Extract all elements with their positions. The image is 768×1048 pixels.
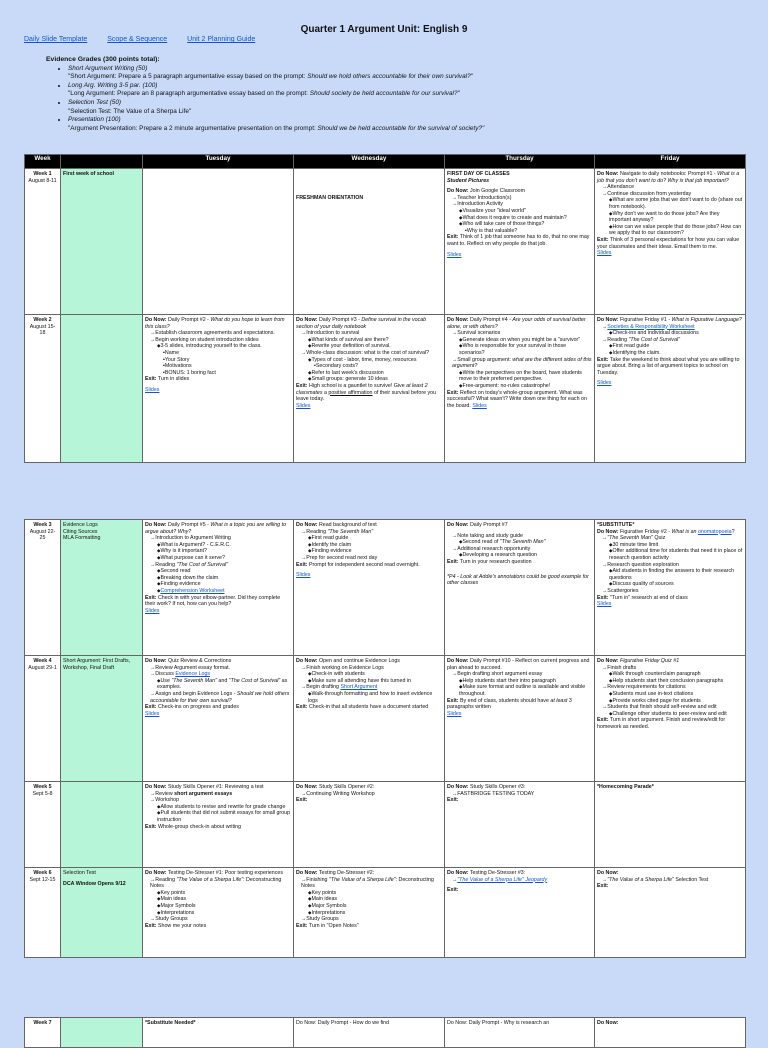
thursday-cell: Do Now: Daily Prompt #10 - Reflect on current progress and plan ahead to succeed. → Begin drafting short argument essay ◆ Help students start their intro paragraph ◆ Make sure format and outline is available and visible throughout. Exit: By end of class, students should have at least 3 paragraphs written Slides <box>445 656 595 782</box>
thursday-cell: FIRST DAY OF CLASSES Student Pictures Do Now: Join Google Classroom → Teacher Introduction(s) → Introduction Activity ◆ Visualize your "ideal world" ◆ What does it require to create and maintain? ◆ Who will take care of those things? ▪ Why is that valuable? Exit: Think of 1 job that someone has to do, that no one may want to. Reflect on why people do that job. Slides <box>445 169 595 315</box>
friday-cell: Do Now: Navigate to daily notebooks: Prompt #1 - What is a job that you don't want to do? Why is that job important? → Attendance → Continue discussion from yesterday ◆ What are some jobs that we don't want to do (share out from notebook). ◆ Why don't we want to do those jobs? Are they important anyway? ◆ How can we value people that do those jobs? How can we apply that to our classroom? Exit: Think of 3 personal expectations for how you can value your classmates and their ideas. Email them to me. Slides <box>595 169 746 315</box>
friday-cell: Do Now: Figurative Friday #1 - What is Figurative Language? → Societies & Responsibility Worksheet ◆ Check-ins and individual discussions → Reading "The Cost of Survival" ◆ First read guide ◆ Identifying the claim. Exit: Take the weekend to think about what you are willing to argue about. Bring a list of argument topics to school on Tuesday. Slides <box>595 315 746 463</box>
topic-cell <box>61 782 143 868</box>
slides-link[interactable]: Slides <box>296 402 311 409</box>
table-row <box>25 315 746 463</box>
wednesday-cell: Do Now: Study Skills Opener #2: → Continuing Writing Workshop Exit: <box>294 782 445 868</box>
header-tuesday: Tuesday <box>143 155 294 169</box>
header-row <box>25 155 746 169</box>
slides-link[interactable]: Slides <box>145 607 160 614</box>
slides-link[interactable]: Slides <box>597 380 612 387</box>
evidence-heading: Evidence Grades (300 points total): <box>46 56 160 63</box>
week-cell: Week 2 August 15-18 <box>25 315 61 463</box>
week-cell: Week 3 August 22-25 <box>25 520 61 656</box>
evidence-grades <box>46 56 746 133</box>
evidence-detail: "Selection Test: The Value of a Sherpa Life" <box>68 107 192 115</box>
schedule-table-1 <box>24 154 746 463</box>
slides-link[interactable]: Slides <box>597 601 612 608</box>
tuesday-cell: Do Now: Testing De-Stresser #1: Poor testing experiences → Reading "The Value of a Sherpa Life": Deconstructing Notes ◆ Key points ◆ Main ideas ◆ Major Symbols ◆ Interpretations → Study Groups Exit: Show me your notes <box>143 868 294 958</box>
sherpa-jeopardy-link[interactable]: "The Value of a Sherpa Life" Jeopardy <box>457 876 548 883</box>
thursday-cell: Do Now: Daily Prompt #7 → Note taking and study guide ◆ Second read of "The Seventh Man" → Additional research opportunity ◆ Developing a research question Exit: Turn in your research question *P4 - Look at Addie's annotations could be good example for other classes <box>445 520 595 656</box>
week-cell: Week 4 August 29-1 <box>25 656 61 782</box>
evidence-item: • Presentation (100) <box>68 116 746 125</box>
header-friday: Friday <box>595 155 746 169</box>
header-week: Week <box>25 155 61 169</box>
schedule-table-2 <box>24 519 746 958</box>
header-topic <box>61 155 143 169</box>
scope-sequence-link[interactable]: Scope & Sequence <box>107 36 168 43</box>
evidence-item: • Long Arg. Writing 3-5 par. (100) <box>68 82 746 91</box>
societies-worksheet-link[interactable]: Societies & Responsibility Worksheet <box>607 323 695 330</box>
slides-link[interactable]: Slides <box>447 710 462 717</box>
wednesday-cell: Do Now: Testing De-Stresser #2: → Finishing "The Value of a Sherpa Life": Deconstructing Notes ◆ Key points ◆ Main ideas ◆ Major Symbols ◆ Interpretations → Study Groups Exit: Turn in "Open Notes" <box>294 868 445 958</box>
slides-link[interactable]: Slides <box>145 710 160 717</box>
topic-cell: First week of school <box>61 169 143 315</box>
evidence-detail: "Argument Presentation: Prepare a 2 minute argumentative presentation on the prompt: Should we be held accountable for the survival of society?" <box>68 124 485 132</box>
comprehension-worksheet-link[interactable]: Comprehension Worksheet <box>160 587 225 594</box>
slides-link[interactable]: Slides <box>145 386 160 393</box>
table-row <box>25 868 746 958</box>
slides-link[interactable]: Slides <box>597 250 612 257</box>
thursday-cell: Do Now: Study Skills Opener #3: → FASTBRIDGE TESTING TODAY Exit: <box>445 782 595 868</box>
slides-link[interactable]: Slides <box>472 402 487 409</box>
thursday-cell: Do Now: Daily Prompt - Why is research an <box>445 1018 595 1048</box>
table-row <box>25 782 746 868</box>
top-links <box>24 36 273 43</box>
friday-cell: Do Now: <box>595 1018 746 1048</box>
schedule-table-3 <box>24 1017 746 1048</box>
topic-cell <box>61 315 143 463</box>
table-row <box>25 169 746 315</box>
topic-cell: Selection Test DCA Window Opens 9/12 <box>61 868 143 958</box>
table-row <box>25 1018 746 1048</box>
friday-cell: Do Now: Figurative Friday Quiz #1 → Finish drafts ◆ Walk through counterclaim paragraph ◆ Help students start their conclusion paragraphs → Review requirements for citations ◆ Students must use in-text citations ◆ Provide works cited page for students → Students that finish should self-review and edit ◆ Challenge other students to peer-review and edit Exit: Turn in short argument. Finish and review/edit for homework as needed. <box>595 656 746 782</box>
header-thursday: Thursday <box>445 155 595 169</box>
page-title: Quarter 1 Argument Unit: English 9 <box>300 24 468 35</box>
friday-cell: *SUBSTITUTE* Do Now: Figurative Friday #2 - What is an onomatopoeia? → "The Seventh Man" Quiz ◆ 30 minute time limit ◆ Offer additional time for students that need it in place of research question activity → Research question exploration ◆ Aid students in finding the answers to their research questions ◆ Discuss quality of sources → Scattergories Exit: "Turn in" research at end of class Slides <box>595 520 746 656</box>
evidence-logs-link[interactable]: Evidence Logs <box>175 671 211 678</box>
tuesday-cell: *Substitute Needed* <box>143 1018 294 1048</box>
tuesday-cell: Do Now: Daily Prompt #2 - What do you hope to learn from this class? → Establish classroom agreements and expectations. → Begin working on student introduction slides ◆ 3-5 slides, introducing yourself to the class. ▪ Name ▪ Your Story ▪ Motivations ▪ BONUS: 1 boring fact Exit: Turn in slides Slides <box>143 315 294 463</box>
evidence-detail: "Long Argument: Prepare an 8 paragraph argumentative essay based on the prompt: Should society be held accountable for our survival?" <box>68 90 460 98</box>
slides-link[interactable]: Slides <box>447 251 462 258</box>
evidence-item: • Short Argument Writing (50) <box>68 65 746 74</box>
week-cell: Week 5 Sept 5-8 <box>25 782 61 868</box>
slides-link[interactable]: Slides <box>296 572 311 579</box>
short-argument-link[interactable]: Short Argument <box>340 684 378 691</box>
thursday-cell: Do Now: Testing De-Stresser #3: → "The Value of a Sherpa Life" Jeopardy Exit: <box>445 868 595 958</box>
week-cell: Week 6 Sept 12-15 <box>25 868 61 958</box>
wednesday-cell: Do Now: Daily Prompt - How do we find <box>294 1018 445 1048</box>
week-cell: Week 7 <box>25 1018 61 1048</box>
friday-cell: *Homecoming Parade* <box>595 782 746 868</box>
daily-slide-template-link[interactable]: Daily Slide Template <box>24 36 88 43</box>
tuesday-cell: Do Now: Study Skills Opener #1: Reviewing a test → Review short argument essays → Workshop ◆ Allow students to revise and rewrite for grade change ◆ Pull students that did not submit essays for small group instruction Exit: Whole-group check-in about writing <box>143 782 294 868</box>
topic-cell: Short Argument: First Drafts, Workshop, Final Draft <box>61 656 143 782</box>
thursday-cell: Do Now: Daily Prompt #4 - Are your odds of survival better alone, or with others? → Survival scenarios ◆ Generate ideas on when you might be a "survivor" ◆ Who is responsible for your survival in those scenarios? → Small group argument: what are the different sides of this argument? ◆ Write the perspectives on the board, have students move to their preferred perspective. ◆ Free-argument: no-rules catastrophe! Exit: Reflect on today's whole-group argument. What was successful? What wasn't? Write down one thing for each on the board. Slides <box>445 315 595 463</box>
friday-cell: Do Now: → "The Value of a Sherpa Life" Selection Test Exit: <box>595 868 746 958</box>
onomatopoeia-link[interactable]: onomatopoeia <box>697 528 732 535</box>
wednesday-cell: Do Now: Read background of text → Reading "The Seventh Man" ◆ First read guide ◆ Identify the claim ◆ Finding evidence → Prep for second read next day Exit: Prompt for independent second read overnight. Slides <box>294 520 445 656</box>
wednesday-cell: FRESHMAN ORIENTATION <box>294 169 445 315</box>
header-wednesday: Wednesday <box>294 155 445 169</box>
table-row <box>25 656 746 782</box>
tuesday-cell: Do Now: Daily Prompt #5 - What is a topic you are willing to argue about? Why? → Introduction to Argument Writing ◆ What is Argument? - C.E.R.C. ◆ Why is it important? ◆ What purpose can it serve? → Reading "The Cost of Survival" ◆ Second read ◆ Breaking down the claim ◆ Finding evidence ◆ Comprehension Worksheet Exit: Check in with your elbow-partner. Did they complete their work? If not, how can you help? Slides <box>143 520 294 656</box>
wednesday-cell: Do Now: Open and continue Evidence Logs → Finish working on Evidence Logs ◆ Check-in with students ◆ Make sure all attending have this turned in → Begin drafting Short Argument ◆ Walk-through formatting and how to insert evidence logs Exit: Check-in that all students have a document started <box>294 656 445 782</box>
table-row <box>25 520 746 656</box>
evidence-item: • Selection Test (50) <box>68 99 746 108</box>
tuesday-cell <box>143 169 294 315</box>
evidence-detail: "Short Argument: Prepare a 5 paragraph argumentative essay based on the prompt: Should we hold others accountable for their own survival?" <box>68 73 473 81</box>
unit-2-planning-guide-link[interactable]: Unit 2 Planning Guide <box>187 36 256 43</box>
week-cell: Week 1 August 8-11 <box>25 169 61 315</box>
topic-cell <box>61 1018 143 1048</box>
tuesday-cell: Do Now: Quiz Review & Corrections → Review Argument essay format. → Discuss Evidence Logs ◆ Use "The Seventh Man" and "The Cost of Survival" as examples. → Assign and begin Evidence Logs - Should we hold others accountable for their own survival? Exit: Check-ins on progress and grades Slides <box>143 656 294 782</box>
wednesday-cell: Do Now: Daily Prompt #3 - Define survival in the vocab section of your daily notebook → Introduction to survival ◆ What kinds of survival are there? ◆ Rewrite your definition of survival. → Whole-class discussion: what is the cost of survival? ◆ Types of cost - labor, time, money, resources ▪ Secondary costs? ◆ Refer to last week's discussion ◆ Small groups: generate 10 ideas Exit: High school is a gauntlet to survive! Give at least 2 classmates a positive affirmation of their survival before you leave today. Slides <box>294 315 445 463</box>
topic-cell: Evidence Logs Citing Sources MLA Formatting <box>61 520 143 656</box>
